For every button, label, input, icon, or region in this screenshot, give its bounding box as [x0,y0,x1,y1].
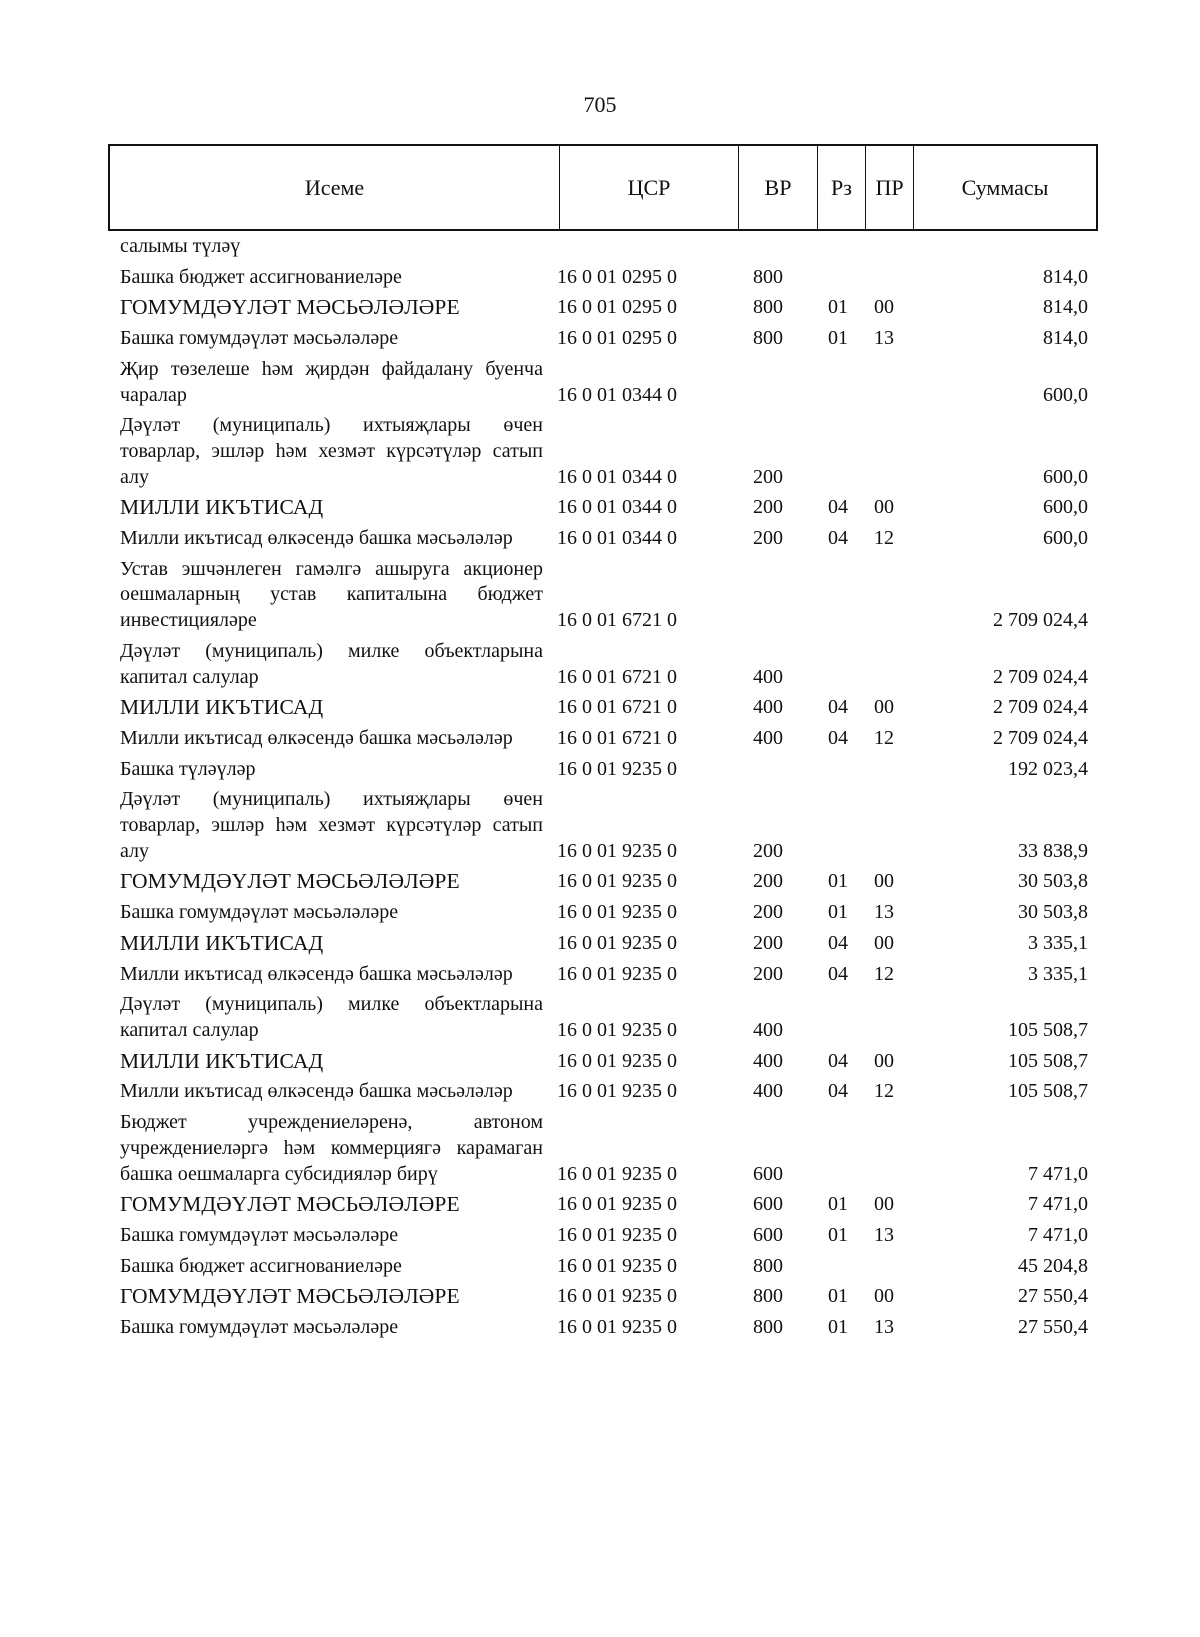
row-rz: 01 [828,901,848,924]
table-row [108,787,1098,869]
header-pr: ПР [866,146,914,229]
row-sum: 814,0 [1043,265,1088,288]
row-rz: 01 [828,327,848,350]
row-sum: 2 709 024,4 [993,665,1088,688]
row-csr: 16 0 01 9235 0 [557,1285,677,1308]
row-csr: 16 0 01 9235 0 [557,962,677,985]
row-rz: 04 [828,726,848,749]
row-pr: 13 [874,327,894,350]
table-row [108,1079,1098,1110]
row-csr: 16 0 01 9235 0 [557,1254,677,1277]
row-rz: 01 [828,870,848,893]
row-csr: 16 0 01 9235 0 [557,1162,677,1185]
row-vr: 200 [753,870,783,893]
row-pr: 00 [874,496,894,519]
row-vr: 600 [753,1223,783,1246]
row-csr: 16 0 01 9235 0 [557,1080,677,1103]
row-pr: 00 [874,1193,894,1216]
row-rz: 01 [828,1285,848,1308]
row-csr: 16 0 01 6721 0 [557,726,677,749]
header-csr: ЦСР [560,146,739,229]
row-name: ГОМУМДӘҮЛӘТ МӘСЬӘЛӘЛӘРЕ [120,1284,460,1309]
row-vr: 600 [753,1162,783,1185]
table-row [108,931,1098,962]
row-rz: 04 [828,496,848,519]
row-csr: 16 0 01 9235 0 [557,901,677,924]
row-name: Башка гомумдәүләт мәсьәләләре [120,1316,399,1339]
row-csr: 16 0 01 0344 0 [557,496,677,519]
row-name: МИЛЛИ ИКЪТИСАД [120,930,324,955]
row-name: Милли икътисад өлкәсендә башка мәсьәләләр [120,1080,513,1103]
row-vr: 800 [753,1316,783,1339]
row-pr: 00 [874,870,894,893]
row-rz: 04 [828,527,848,550]
row-sum: 3 335,1 [1028,962,1088,985]
row-rz: 04 [828,1049,848,1072]
row-csr: 16 0 01 0344 0 [557,527,677,550]
row-csr: 16 0 01 0295 0 [557,296,677,319]
table-row [108,869,1098,900]
row-sum: 600,0 [1043,527,1088,550]
row-vr: 400 [753,1018,783,1041]
table-row [108,962,1098,993]
row-pr: 00 [874,1285,894,1308]
table-row [108,265,1098,296]
row-vr: 400 [753,726,783,749]
row-rz: 01 [828,1223,848,1246]
row-csr: 16 0 01 6721 0 [557,665,677,688]
row-name: Башка гомумдәүләт мәсьәләләре [120,1223,399,1246]
table-row [108,495,1098,526]
row-csr: 16 0 01 9235 0 [557,1316,677,1339]
row-csr: 16 0 01 9235 0 [557,1049,677,1072]
row-vr: 400 [753,1080,783,1103]
row-sum: 105 508,7 [1008,1080,1088,1103]
row-csr: 16 0 01 9235 0 [557,839,677,862]
row-name: Башка гомумдәүләт мәсьәләләре [120,327,399,350]
table-row [108,234,1098,265]
row-pr: 12 [874,1080,894,1103]
row-rz: 04 [828,962,848,985]
row-sum: 105 508,7 [1008,1049,1088,1072]
row-name: Милли икътисад өлкәсендә башка мәсьәләләр [120,726,513,749]
row-vr: 800 [753,327,783,350]
row-vr: 400 [753,696,783,719]
row-csr: 16 0 01 9235 0 [557,1018,677,1041]
row-csr: 16 0 01 6721 0 [557,609,677,632]
row-name: Дәүләт (муниципаль) ихтыяҗлары өчен товарлар, эшләр һәм хезмәт күрсәтүләр сатып алу [120,414,543,488]
row-name: Милли икътисад өлкәсендә башка мәсьәләләр [120,527,513,550]
table-row [108,326,1098,357]
row-name: МИЛЛИ ИКЪТИСАД [120,695,324,720]
row-name: Башка бюджет ассигнованиеләре [120,265,402,288]
table-body [108,234,1098,1346]
row-name: Милли икътисад өлкәсендә башка мәсьәләләр [120,962,513,985]
row-vr: 200 [753,962,783,985]
row-vr: 200 [753,527,783,550]
row-name: МИЛЛИ ИКЪТИСАД [120,1048,324,1073]
row-sum: 600,0 [1043,465,1088,488]
row-csr: 16 0 01 0344 0 [557,383,677,406]
row-csr: 16 0 01 9235 0 [557,1193,677,1216]
page-number: 705 [583,92,617,117]
row-sum: 7 471,0 [1028,1162,1088,1185]
table-row [108,1110,1098,1192]
row-rz: 01 [828,296,848,319]
row-csr: 16 0 01 9235 0 [557,757,677,780]
table-row [108,1049,1098,1080]
row-name: ГОМУМДӘҮЛӘТ МӘСЬӘЛӘЛӘРЕ [120,869,460,894]
row-vr: 200 [753,839,783,862]
row-sum: 30 503,8 [1018,870,1088,893]
row-sum: 33 838,9 [1018,839,1088,862]
row-sum: 2 709 024,4 [993,609,1088,632]
row-csr: 16 0 01 9235 0 [557,1223,677,1246]
row-name: Дәүләт (муниципаль) милке объектларына капитал салулар [120,993,543,1041]
row-sum: 600,0 [1043,496,1088,519]
row-sum: 3 335,1 [1028,931,1088,954]
row-rz: 01 [828,1316,848,1339]
row-vr: 200 [753,465,783,488]
row-name: ГОМУМДӘҮЛӘТ МӘСЬӘЛӘЛӘРЕ [120,1192,460,1217]
row-sum: 2 709 024,4 [993,726,1088,749]
table-row [108,413,1098,495]
row-rz: 04 [828,931,848,954]
table-row [108,526,1098,557]
row-sum: 27 550,4 [1018,1316,1088,1339]
row-sum: 27 550,4 [1018,1285,1088,1308]
table-row [108,900,1098,931]
table-row [108,295,1098,326]
row-vr: 400 [753,1049,783,1072]
row-csr: 16 0 01 9235 0 [557,870,677,893]
header-sum: Суммасы [961,174,1049,200]
row-sum: 2 709 024,4 [993,696,1088,719]
row-pr: 00 [874,296,894,319]
row-vr: 200 [753,496,783,519]
table-row [108,357,1098,413]
table-row [108,757,1098,788]
row-rz: 01 [828,1193,848,1216]
row-sum: 7 471,0 [1028,1223,1088,1246]
row-sum: 105 508,7 [1008,1018,1088,1041]
row-pr: 00 [874,696,894,719]
row-pr: 12 [874,726,894,749]
header-vr: ВР [739,146,818,229]
row-name: Җир төзелеше һәм җирдән файдалану буенча чаралар [120,357,543,406]
table-row [108,557,1098,639]
row-vr: 200 [753,931,783,954]
row-vr: 600 [753,1193,783,1216]
row-pr: 00 [874,931,894,954]
row-name: Башка бюджет ассигнованиеләре [120,1254,402,1277]
row-csr: 16 0 01 0295 0 [557,265,677,288]
row-name: салымы түләү [120,235,241,257]
row-name: ГОМУМДӘҮЛӘТ МӘСЬӘЛӘЛӘРЕ [120,295,460,320]
table-row [108,1254,1098,1285]
row-vr: 800 [753,1285,783,1308]
row-csr: 16 0 01 0295 0 [557,327,677,350]
row-vr: 400 [753,665,783,688]
table-row [108,1192,1098,1223]
row-pr: 13 [874,901,894,924]
row-csr: 16 0 01 6721 0 [557,696,677,719]
row-vr: 200 [753,901,783,924]
row-name: Бюджет учреждениеләренә, автоном учреждениеләргә һәм коммерциягә карамаган башка оешмаларга субсидияләр бирү [120,1111,543,1185]
row-name: Дәүләт (муниципаль) ихтыяҗлары өчен товарлар, эшләр һәм хезмәт күрсәтүләр сатып алу [120,788,543,862]
row-name: Башка гомумдәүләт мәсьәләләре [120,901,399,924]
row-name: Дәүләт (муниципаль) милке объектларына капитал салулар [120,639,543,688]
row-pr: 12 [874,527,894,550]
row-sum: 814,0 [1043,327,1088,350]
row-vr: 800 [753,296,783,319]
row-sum: 814,0 [1043,296,1088,319]
row-rz: 04 [828,1080,848,1103]
table-row [108,992,1098,1048]
table-row [108,1284,1098,1315]
table-row [108,726,1098,757]
header-name: Исеме [110,146,560,229]
row-pr: 13 [874,1316,894,1339]
row-rz: 04 [828,696,848,719]
table-row [108,695,1098,726]
row-sum: 30 503,8 [1018,901,1088,924]
row-csr: 16 0 01 0344 0 [557,465,677,488]
header-rz: Рз [818,146,866,229]
row-pr: 13 [874,1223,894,1246]
row-sum: 192 023,4 [1008,757,1088,780]
table-row [108,639,1098,695]
table-row [108,1223,1098,1254]
row-csr: 16 0 01 9235 0 [557,931,677,954]
row-vr: 800 [753,1254,783,1277]
row-name: Башка түләүләр [120,757,256,780]
row-sum: 45 204,8 [1018,1254,1088,1277]
table-row [108,1315,1098,1346]
row-sum: 7 471,0 [1028,1193,1088,1216]
row-vr: 800 [753,265,783,288]
row-sum: 600,0 [1043,383,1088,406]
row-name: МИЛЛИ ИКЪТИСАД [120,495,324,520]
table-header [108,144,1098,231]
row-name: Устав эшчәнлеген гамәлгә ашыруга акционер оешмаларның устав капиталына бюджет инвестицияләре [120,557,543,632]
row-pr: 00 [874,1049,894,1072]
row-pr: 12 [874,962,894,985]
